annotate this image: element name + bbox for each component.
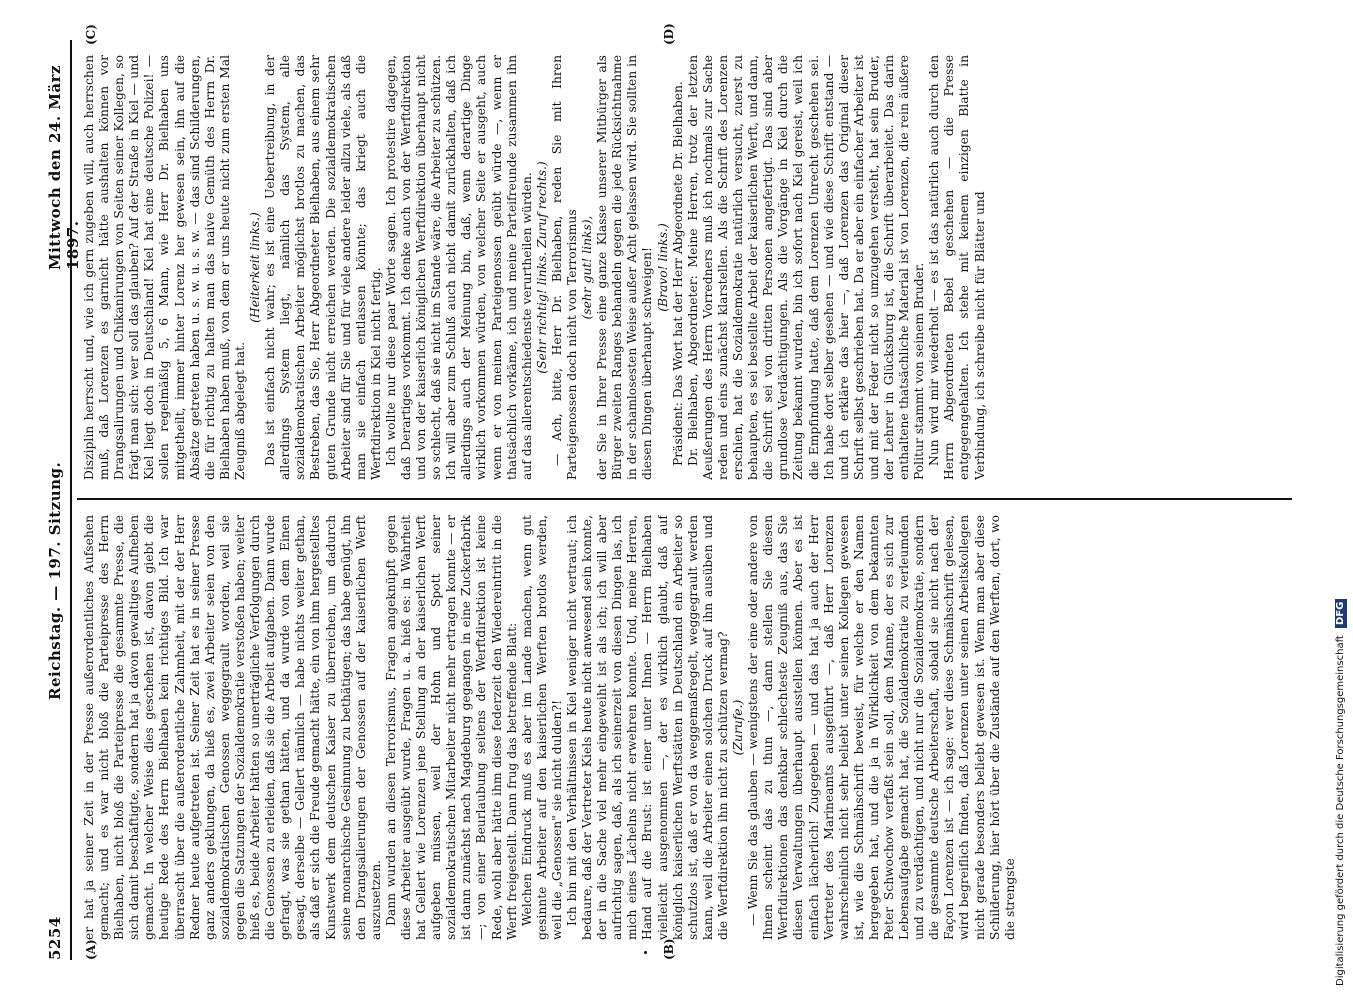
paragraph: Nun wird mir wiederholt — es ist das natürlich auch durch den Herrn Abgeordneten Bebel geschehen — die Presse entgegengehalten. Ich stehe mit keinem einzigen Blatte in Verbindung, ich schreibe nicht für Blätter und: [927, 55, 987, 480]
page-header: [40, 40, 82, 960]
paragraph: — Wenn Sie das glauben — wenigstens der eine oder andere von Ihnen scheint das zu thun —, dann stellen Sie diesen Werftdirektionen das denkbar schlechteste Zeugniß aus, das Sie diesen Verwaltungen überhaupt ausstellen können. Aber es ist einfach lächerlich! Zugegeben — und das hat ja auch der Herr Vertreter des Marineamts ausgeführt —, daß Herr Lorenzen wahrscheinlich nicht sehr beliebt unter seinen Kollegen gewesen ist, wie die Schmähschrift beweist, für welche er den Namen hergegeben hat, und die ja in Wirklichkeit von dem bekannten Peter Schwochow verfaßt sein soll, dem Manne, der es sich zur Lebensaufgabe gemacht hat, die Sozialdemokratie zu verleumden und zu verdächtigen, und nicht nur die Sozialdemokratie, sondern die gesammte deutsche Arbeiterschaft, sobald sie nicht nach der Façon Lorenzen ist — ich sage: wer diese Schmähschrift gelesen, wird begreiflich finden, daß Lorenzen unter seinen Arbeitskollegen nicht gerade besonders beliebt gewesen ist. Wenn man aber diese Schilderung, hier hört über die Zustände auf den Werften, dort, wo die strengste: [746, 515, 1017, 940]
dfg-logo: DFG: [1335, 599, 1347, 628]
margin-marker-b: (B): [662, 938, 676, 960]
right-column: [82, 55, 1282, 480]
document-page: [22, 0, 1322, 1000]
interjection: (Zurufe.): [731, 699, 746, 756]
interjection: (Sehr richtig! links. Zuruf rechts.): [534, 161, 549, 374]
margin-dot: [644, 951, 647, 954]
interjection: (sehr gut! links),: [580, 215, 595, 320]
paragraph: Ich bin mit den Verhältnissen in Kiel weniger nicht vertraut; ich bedaure, daß der Vertreter Kiels heute nicht anwesend sein konnte, der in die Sache viel mehr eingeweiht ist als ich; ich will aber aufrichtig sagen, daß, als ich seinerzeit von diesen Dingen las, ich mich eines Lächelns nicht erwehren konnte. Und, meine Herren, Hand auf die Brust: ist einer unter Ihnen — Herrn Bielhaben vielleicht ausgenommen —, der es wirklich glaubt, daß auf königlich kaiserlichen Werftstätten in Deutschland ein Arbeiter so schutzlos ist, daß er von da weggemaßregelt, weggegrault werden kann, weil die Arbeiter einen solchen Druck auf ihn ausüben und die Werftdirektion ihn nicht zu schützen vermag?: [565, 515, 730, 940]
paragraph: — Ach, bitte, Herr Dr. Bielhaben, reden Sie mit Ihren Parteigenossen doch nicht von Terrorismus: [549, 55, 579, 480]
interjection: (Heiterkeit links.): [248, 212, 263, 323]
funding-note-strip: [1331, 6, 1351, 994]
paragraph: Ich wollte nur diese paar Worte sagen. Ich protestire dagegen, daß Derartiges vorkommt. Ich denke auch von der Werftdirektion und von der kaiserlich königlichen Werftdirektion überhaupt nicht so schlecht, daß sie nicht im Stande wäre, die Arbeiter zu schützen. Ich will aber zum Schluß auch nicht damit zurückhalten, daß ich allerdings auch der Meinung bin, daß, wenn derartige Dinge wirklich vorkommen würden, von welcher Seite er ausgeht, auch wenn er von meinen Parteigenossen geübt würde —, wenn er thatsächlich vorkäme, ich und meine Parteifreunde zusammen ihn auf das allerentschiedenste verurtheilen würden.: [383, 55, 534, 480]
session-date: Mittwoch den 24. März 1897.: [46, 64, 82, 270]
quote-paragraph: Welchen Eindruck muß es aber im Lande machen, wenn gut gesinnte Arbeiter auf den kaiserlichen Werften brotlos werden, weil die „Genossen" sie nicht dulden?!: [519, 515, 564, 940]
column-divider: [77, 498, 1292, 500]
interjection: (Bravo! links.): [655, 223, 670, 312]
margin-marker-a: (A): [84, 939, 98, 960]
paragraph: er hat ja seiner Zeit in der Presse außerordentliches Aufsehen gemacht; und es war nicht bloß die Parteipresse des Herrn Bielhaben, nicht bloß die Parteipresse die gesammte Presse, die sich damit beschäftigte, sondern hat ja davon gewaltiges Aufheben gemacht. In welcher Weise dies geschehen ist, davon giebt die heutige Rede des Herrn Bielhaben kein richtiges Bild. Ich war überrascht über die außerordentliche Zahmheit, mit der der Herr Redner heute aufgetreten ist. Seiner Zeit hat es in seiner Presse ganz anders geklungen, da hieß es, zwei Arbeiter seien von den sozialdemokratischen Genossen weggegrault worden, weil sie gegen die Satzungen der Sozialdemokratie verstoßen haben; weiter hieß es, beide Arbeiter hätten so unerträgliche Verfolgungen durch die Genossen zu erleiden, daß sie die Arbeit aufgaben. Dann wurde gefragt, was sie gethan hätten, und da wurde von dem Einen gesagt, derselbe — Gellert nämlich — habe nichts weiter gethan, als daß er sich die Freude gemacht hätte, ein von ihm hergestelltes Kunstwerk dem deutschen Kaiser zu überreichen, um dadurch seine monarchische Gesinnung zu bethätigen; das habe genügt, ihn den Drangsalierungen der Genossen auf der kaiserlichen Werft auszusetzen.: [82, 515, 383, 940]
speaker-paragraph: Präsident: Das Wort hat der Herr Abgeordnete Dr. Bielhaben.: [670, 81, 685, 466]
page-number: 5254: [46, 916, 64, 960]
paragraph: der Sie in Ihrer Presse eine ganze Klasse unserer Mitbürger als Bürger zweiten Ranges behandeln gegen die jede Rücksichtnahme in der schamlosesten Weise außer Acht gelassen wird. Sie sollten in diesen Dingen überhaupt schweigen!: [595, 55, 655, 480]
left-column: [82, 515, 1282, 940]
margin-marker-c: (C): [84, 24, 98, 45]
funding-note: Digitalisierung gefördert durch die Deutsche Forschungsgemeinschaft: [1335, 635, 1346, 986]
session-title: Reichstag. — 197. Sitzung.: [46, 461, 64, 700]
speaker-paragraph: Dr. Bielhaben, Abgeordneter: Meine Herren, trotz der letzten Aeußerungen des Herrn Vorredners muß ich nochmals zur Sache reden und eins zunächst klarstellen. Als die Schrift des Lorenzen erschien, hat die Sozialdemokratie natürlich versucht, zuerst zu behaupten, es sei bestellte Arbeit der kaiserlichen Werft, und dann, die Schrift sei von dritten Personen angefertigt. Das sind aber grundlose Verdächtigungen. Als die Vorgänge in Kiel durch die Zeitung bekannt wurden, bin ich sofort nach Kiel gereist, weil ich die Empfindung hatte, daß dem Lorenzen Unrecht geschehen sei. Ich habe dort selber gesehen — und wie diese Schrift entstand — und ich erkläre das hier —, daß Lorenzen das Original dieser Schrift selbst geschrieben hat. Da er aber ein einfacher Arbeiter ist und mit der Feder nicht so umzugehen versteht, hat sein Bruder, der Lehrer in Glücksburg ist, die Schrift überarbeitet. Das darin enthaltene thatsächliche Material ist von Lorenzen, die rein äußere Politur stammt von seinem Bruder.: [685, 55, 927, 480]
margin-marker-d: (D): [662, 23, 676, 45]
paragraph: Dann wurden an diesen Terrorismus, Fragen angeknüpft gegen diese Arbeiter ausgeübt wurde, Fragen u. a. hieß es: in Wahrheit hat Gellert wie Lorenzen jene Stellung an der kaiserlichen Werft aufgeben müssen, weil der Hohn und Spott seiner sozialdemokratischen Mitarbeiter nicht mehr ertragen konnte — er ist dann zunächst nach Magdeburg gegangen in eine Zuckerfabrik —; von einer Beurlaubung seitens der Werftdirektion ist keine Rede, wohl aber hätte ihm diese federzeit den Wiedereintritt in die Werft freigestellt. Dann frug das betreffende Blatt:: [383, 515, 519, 940]
paragraph: Das ist einfach nicht wahr; es ist eine Uebertreibung, in der allerdings System liegt, nämlich das System, alle sozialdemokratischen Arbeiter möglichst brotlos zu machen, das Bestreben, das Sie, Herr Abgeordneter Bielhaben, aus einem sehr guten Grunde nicht erreichen werden. Die sozialdemokratischen Arbeiter sind für Sie und für viele andere leider allzu viele, als daß man sie einfach entlassen könnte; das kriegt auch die Werftdirektion in Kiel nicht fertig.: [263, 55, 383, 480]
paragraph: Disziplin herrscht und, wie ich gern zugeben will, auch herrschen muß, daß Lorenzen es garnicht hätte aushalten können vor Drangsalirungen und Chikanirungen von Seiten seiner Kollegen, so frägt man sich: wer soll das glauben? Auf der Straße in Kiel — und Kiel liegt doch in Deutschland! Kiel hat eine deutsche Polizei! — sollen regelmäßig 5, 6 Mann, wie Herr Dr. Bielhaben uns mitgetheilt, immer hinter Lorenz her gewesen sein, ihn auf die Absätze getreten haben u. s. w. u. s. w. — das sind Schilderungen, die für richtig zu halten man das naive Gemüth des Herrn Dr. Bielhaben haben muß, von dem er uns heute nicht zum ersten Mal Zeugniß abgelegt hat.: [82, 55, 247, 480]
